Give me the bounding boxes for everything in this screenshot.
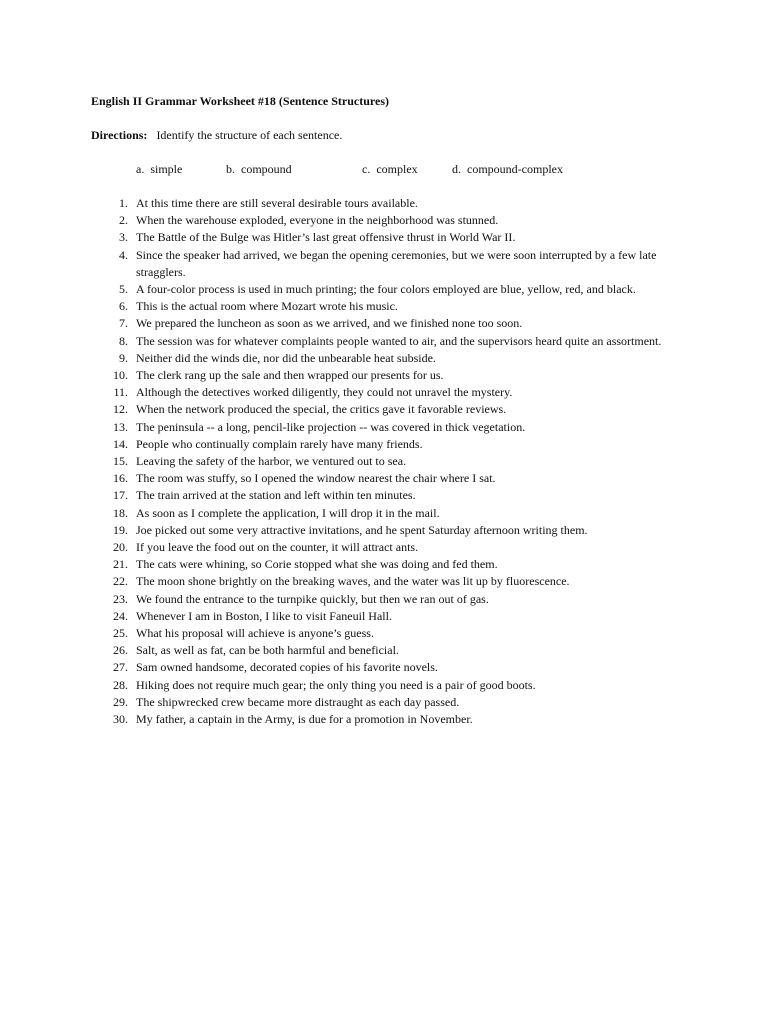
question-text: The train arrived at the station and left within ten minutes. bbox=[136, 488, 416, 503]
question-number: 11. bbox=[113, 385, 128, 400]
question-text: The peninsula -- a long, pencil-like projection -- was covered in thick vegetation. bbox=[136, 419, 526, 434]
question-item bbox=[0, 419, 768, 436]
question-item bbox=[0, 281, 768, 298]
worksheet-title: English II Grammar Worksheet #18 (Sentence Structures) bbox=[91, 94, 389, 108]
question-item bbox=[0, 470, 768, 487]
question-number: 9. bbox=[119, 350, 128, 365]
question-text: Hiking does not require much gear; the only thing you need is a pair of good boots. bbox=[136, 677, 536, 692]
question-number: 19. bbox=[113, 522, 128, 537]
question-text: Salt, as well as fat, can be both harmful and beneficial. bbox=[136, 643, 399, 658]
question-number: 17. bbox=[113, 488, 128, 503]
question-number: 25. bbox=[113, 626, 128, 641]
question-item bbox=[0, 591, 768, 608]
question-number: 2. bbox=[119, 213, 128, 228]
question-text: The cats were whining, so Corie stopped what she was doing and fed them. bbox=[136, 557, 498, 572]
question-text: When the network produced the special, the critics gave it favorable reviews. bbox=[136, 402, 507, 417]
question-text: At this time there are still several desirable tours available. bbox=[136, 196, 418, 210]
directions-label: Directions: bbox=[91, 128, 148, 142]
question-text: The session was for whatever complaints people wanted to air, and the supervisors heard quite an assortment. bbox=[136, 333, 662, 348]
question-text: We prepared the luncheon as soon as we arrived, and we finished none too soon. bbox=[136, 316, 523, 331]
option-label: complex bbox=[376, 162, 418, 176]
option-letter: a. bbox=[136, 162, 145, 176]
question-list bbox=[0, 195, 768, 728]
question-number: 29. bbox=[113, 694, 128, 709]
question-text: A four-color process is used in much printing; the four colors employed are blue, yellow, red, and black. bbox=[136, 282, 636, 297]
question-text: What his proposal will achieve is anyone’s guess. bbox=[136, 626, 374, 641]
question-number: 6. bbox=[119, 299, 128, 314]
question-number: 4. bbox=[119, 247, 128, 262]
question-number: 15. bbox=[113, 454, 128, 469]
option-compound bbox=[226, 161, 292, 177]
question-number: 8. bbox=[119, 333, 128, 348]
question-text: My father, a captain in the Army, is due for a promotion in November. bbox=[136, 712, 473, 727]
question-number: 12. bbox=[113, 402, 128, 417]
question-number: 30. bbox=[113, 712, 128, 727]
question-number: 10. bbox=[113, 368, 128, 383]
question-number: 13. bbox=[113, 419, 128, 434]
question-number: 27. bbox=[113, 660, 128, 675]
question-number: 21. bbox=[113, 557, 128, 572]
question-item bbox=[0, 350, 768, 367]
question-number: 23. bbox=[113, 591, 128, 606]
question-text: The Battle of the Bulge was Hitler’s last great offensive thrust in World War II. bbox=[136, 230, 516, 245]
option-label: compound bbox=[241, 162, 292, 176]
question-text: Although the detectives worked diligently, they could not unravel the mystery. bbox=[136, 385, 513, 400]
question-number: 18. bbox=[113, 505, 128, 520]
question-item bbox=[0, 436, 768, 453]
question-number: 26. bbox=[113, 643, 128, 658]
question-number: 20. bbox=[113, 540, 128, 555]
question-text: The clerk rang up the sale and then wrapped our presents for us. bbox=[136, 368, 444, 383]
question-item bbox=[0, 487, 768, 504]
question-item bbox=[0, 298, 768, 315]
question-text: The room was stuffy, so I opened the window nearest the chair where I sat. bbox=[136, 471, 496, 486]
question-number: 7. bbox=[119, 316, 128, 331]
question-item bbox=[0, 505, 768, 522]
directions-text: Identify the structure of each sentence. bbox=[156, 128, 343, 142]
question-item bbox=[0, 539, 768, 556]
question-text: The moon shone brightly on the breaking waves, and the water was lit up by fluorescence. bbox=[136, 574, 570, 589]
option-label: simple bbox=[150, 162, 183, 176]
question-text: Sam owned handsome, decorated copies of his favorite novels. bbox=[136, 660, 438, 675]
question-item bbox=[0, 315, 768, 332]
question-item bbox=[0, 367, 768, 384]
question-item bbox=[0, 608, 768, 625]
question-item bbox=[0, 659, 768, 676]
question-number: 14. bbox=[113, 436, 128, 451]
option-letter: b. bbox=[226, 162, 235, 176]
question-text: Neither did the winds die, nor did the unbearable heat subside. bbox=[136, 350, 436, 365]
option-compound-complex bbox=[452, 161, 563, 177]
question-text: If you leave the food out on the counter, it will attract ants. bbox=[136, 540, 419, 555]
question-number: 16. bbox=[113, 471, 128, 486]
question-item bbox=[0, 642, 768, 659]
question-item bbox=[0, 453, 768, 470]
question-text: We found the entrance to the turnpike quickly, but then we ran out of gas. bbox=[136, 591, 489, 606]
question-text: Since the speaker had arrived, we began the opening ceremonies, but we were soon interrupted by a few late stragglers. bbox=[136, 247, 657, 279]
question-text: Leaving the safety of the harbor, we ventured out to sea. bbox=[136, 454, 407, 469]
question-item bbox=[0, 384, 768, 401]
option-letter: d. bbox=[452, 162, 461, 176]
question-item bbox=[0, 573, 768, 590]
question-item bbox=[0, 677, 768, 694]
question-item bbox=[0, 212, 768, 229]
question-text: Whenever I am in Boston, I like to visit Faneuil Hall. bbox=[136, 608, 392, 623]
question-item bbox=[0, 195, 768, 212]
directions bbox=[91, 127, 342, 143]
answer-options bbox=[0, 161, 768, 177]
question-text: As soon as I complete the application, I will drop it in the mail. bbox=[136, 505, 440, 520]
question-item bbox=[0, 556, 768, 573]
question-number: 3. bbox=[119, 230, 128, 245]
question-number: 28. bbox=[113, 677, 128, 692]
question-text: When the warehouse exploded, everyone in the neighborhood was stunned. bbox=[136, 213, 499, 228]
question-text: People who continually complain rarely have many friends. bbox=[136, 436, 423, 451]
question-text: This is the actual room where Mozart wrote his music. bbox=[136, 299, 398, 314]
question-item bbox=[0, 401, 768, 418]
question-number: 24. bbox=[113, 608, 128, 623]
question-number: 1. bbox=[119, 196, 128, 210]
question-item bbox=[0, 333, 768, 350]
question-item bbox=[0, 522, 768, 539]
question-item bbox=[0, 247, 768, 281]
question-item bbox=[0, 625, 768, 642]
option-simple bbox=[136, 161, 182, 177]
question-item bbox=[0, 711, 768, 728]
question-number: 22. bbox=[113, 574, 128, 589]
question-item bbox=[0, 694, 768, 711]
option-letter: c. bbox=[362, 162, 371, 176]
question-text: Joe picked out some very attractive invitations, and he spent Saturday afternoon writing them. bbox=[136, 522, 588, 537]
option-complex bbox=[362, 161, 418, 177]
question-number: 5. bbox=[119, 282, 128, 297]
question-text: The shipwrecked crew became more distraught as each day passed. bbox=[136, 694, 460, 709]
question-item bbox=[0, 229, 768, 246]
option-label: compound-complex bbox=[467, 162, 563, 176]
